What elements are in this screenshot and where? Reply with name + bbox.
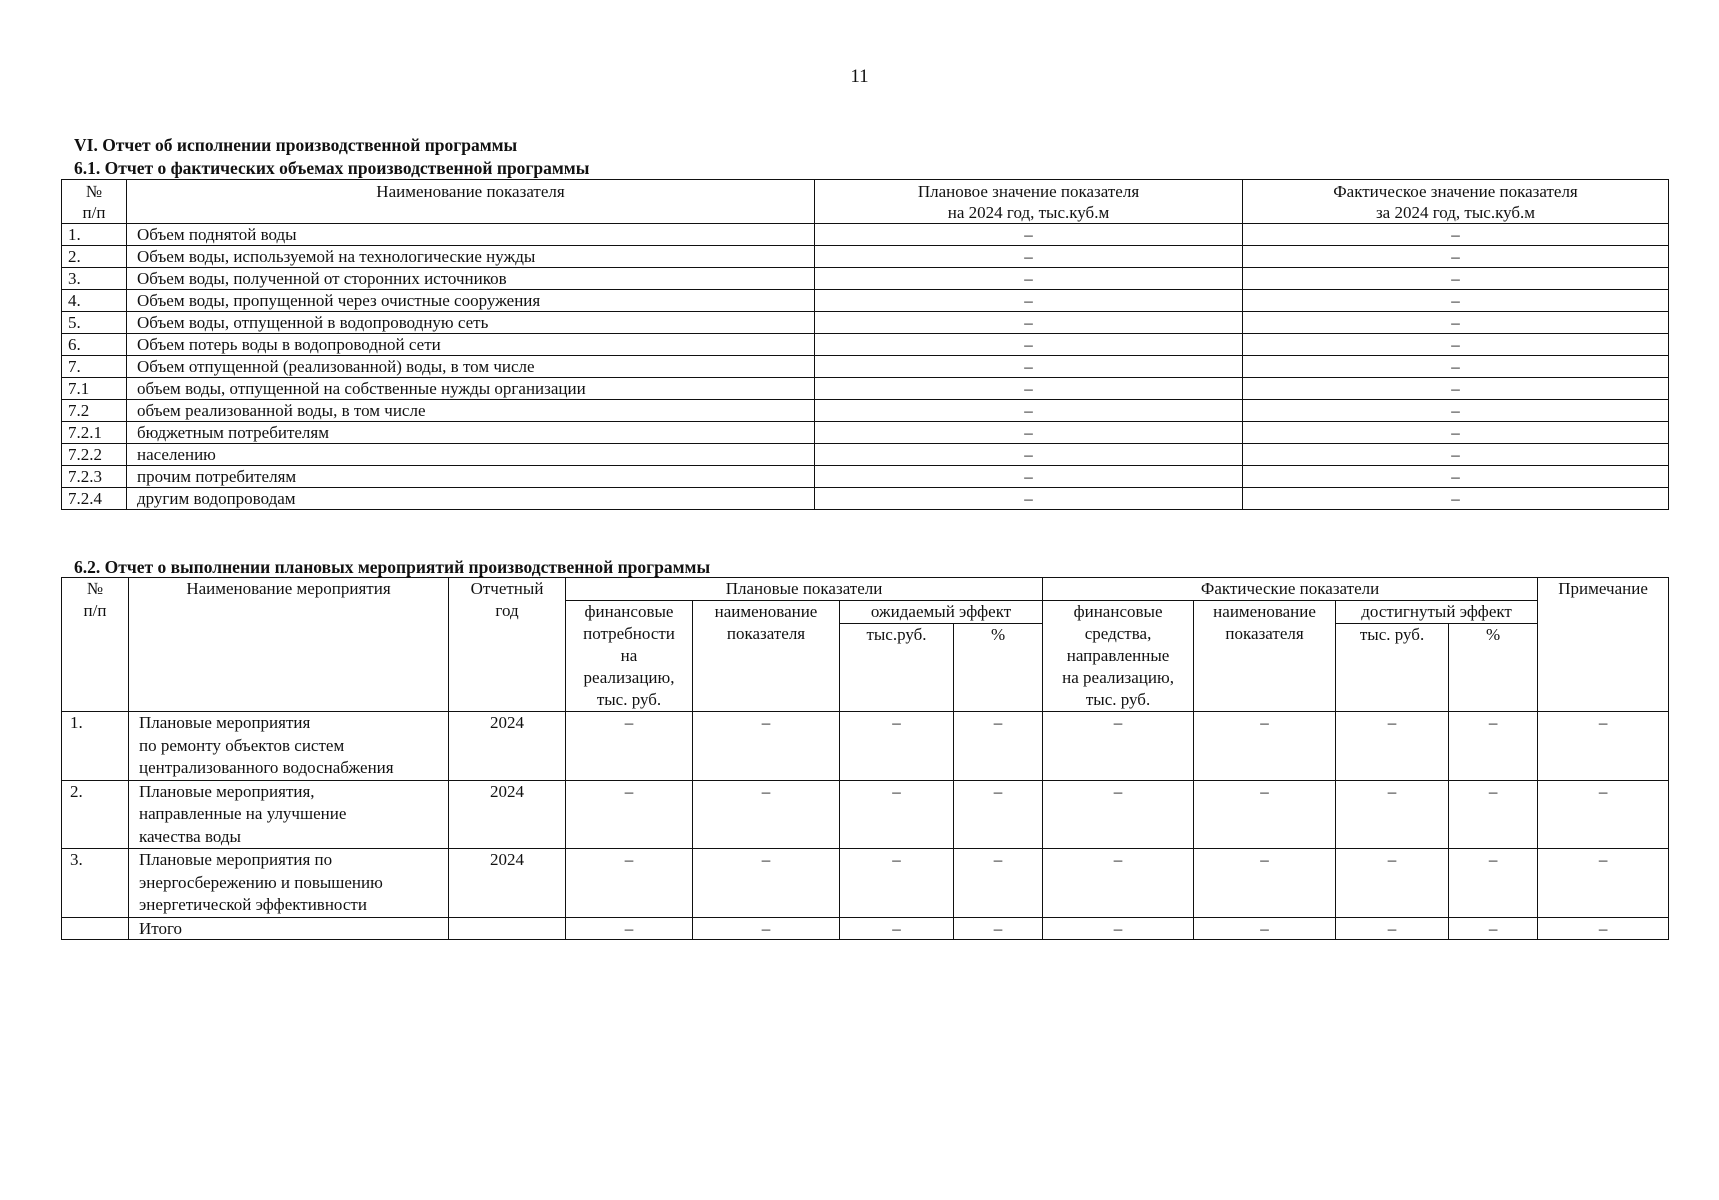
t2-header-measure-name: Наименование мероприятия: [129, 578, 449, 712]
planned-ind-line1: наименование: [714, 602, 818, 621]
row-number: 7.2.2: [62, 444, 127, 466]
actual-value: –: [1243, 246, 1669, 268]
total-expected-rub-value: –: [840, 917, 954, 939]
table1-title: 6.1. Отчет о фактических объемах производственной программы: [74, 158, 590, 178]
header-planned-line2: на 2024 год, тыс.куб.м: [947, 203, 1110, 222]
report-year: 2024: [449, 712, 566, 781]
row-number: 7.1: [62, 378, 127, 400]
table2-header-row-1: [62, 578, 1669, 601]
measure-name: [129, 849, 449, 918]
page-number: 11: [850, 66, 869, 87]
indicator-name: Объем воды, отпущенной в водопроводную сеть: [127, 312, 815, 334]
planned-fin-value: –: [566, 849, 693, 918]
row-number: 3.: [62, 268, 127, 290]
achieved-pct-value: –: [1449, 849, 1538, 918]
t2-header-note: Примечание: [1538, 578, 1669, 712]
achieved-rub-value: –: [1336, 849, 1449, 918]
header-actual-line2: за 2024 год, тыс.куб.м: [1375, 203, 1536, 222]
total-planned-fin-value: –: [566, 917, 693, 939]
header-indicator-name: Наименование показателя: [127, 180, 815, 224]
planned-ind-line2: показателя: [726, 624, 806, 643]
t2-header-expected-pct: %: [954, 624, 1043, 712]
planned-value: –: [815, 268, 1243, 290]
header-num: [62, 180, 127, 224]
measure-name-line: энергетической эффективности: [139, 895, 367, 914]
actual-value: –: [1243, 378, 1669, 400]
row-number: 7.2.1: [62, 422, 127, 444]
planned-value: –: [815, 378, 1243, 400]
actual-fin-value: –: [1043, 849, 1194, 918]
total-actual-indicator-value: –: [1194, 917, 1336, 939]
achieved-pct-value: –: [1449, 712, 1538, 781]
planned-measures-table: [61, 577, 1669, 940]
planned-value: –: [815, 466, 1243, 488]
table-row: [62, 378, 1669, 400]
total-note-value: –: [1538, 917, 1669, 939]
expected-pct-value: –: [954, 849, 1043, 918]
total-expected-pct-value: –: [954, 917, 1043, 939]
indicator-name: другим водопроводам: [127, 488, 815, 510]
indicator-name: Объем воды, пропущенной через очистные сооружения: [127, 290, 815, 312]
actual-value: –: [1243, 268, 1669, 290]
measure-name-line: Плановые мероприятия,: [139, 781, 315, 801]
actual-fin-line4: на реализацию,: [1062, 668, 1174, 687]
actual-value: –: [1243, 334, 1669, 356]
actual-indicator-value: –: [1194, 780, 1336, 849]
actual-fin-line3: направленные: [1066, 646, 1170, 665]
measure-name-line: централизованного водоснабжения: [139, 758, 394, 777]
t2-header-achieved-effect: достигнутый эффект: [1336, 601, 1538, 624]
t2-header-year: [449, 578, 566, 712]
actual-ind-line1: наименование: [1213, 602, 1316, 621]
planned-fin-line4: реализацию,: [583, 668, 675, 687]
measure-name-line: Плановые мероприятия: [139, 713, 311, 732]
total-row: [62, 917, 1669, 939]
note-value: –: [1538, 712, 1669, 781]
t2-header-expected-effect: ожидаемый эффект: [840, 601, 1043, 624]
table-row: [62, 334, 1669, 356]
table-row: [62, 268, 1669, 290]
table1-header-row: [62, 180, 1669, 224]
table-row: [62, 488, 1669, 510]
report-year: 2024: [449, 780, 566, 849]
table-row: [62, 466, 1669, 488]
planned-value: –: [815, 422, 1243, 444]
planned-fin-line1: финансовые: [584, 602, 674, 621]
total-year-empty: [449, 917, 566, 939]
actual-value: –: [1243, 290, 1669, 312]
header-num-line1: №: [85, 182, 103, 201]
achieved-rub-value: –: [1336, 712, 1449, 781]
t2-header-num: [62, 578, 129, 712]
achieved-rub-value: –: [1336, 780, 1449, 849]
t2-header-achieved-rub: тыс. руб.: [1336, 624, 1449, 712]
actual-value: –: [1243, 488, 1669, 510]
indicator-name: Объем потерь воды в водопроводной сети: [127, 334, 815, 356]
planned-fin-line2: потребности: [583, 624, 675, 643]
table2-title: 6.2. Отчет о выполнении плановых мероприятий производственной программы: [74, 557, 711, 577]
table1-body: [62, 224, 1669, 510]
expected-rub-value: –: [840, 849, 954, 918]
planned-value: –: [815, 312, 1243, 334]
actual-fin-line2: средства,: [1084, 624, 1152, 643]
total-achieved-pct-value: –: [1449, 917, 1538, 939]
table-row: [62, 356, 1669, 378]
t2-header-actual-group: Фактические показатели: [1043, 578, 1538, 601]
planned-value: –: [815, 356, 1243, 378]
header-actual-value: [1243, 180, 1669, 224]
measure-name-line: качества воды: [139, 826, 241, 846]
total-planned-indicator-value: –: [693, 917, 840, 939]
indicator-name: населению: [127, 444, 815, 466]
planned-value: –: [815, 334, 1243, 356]
actual-fin-value: –: [1043, 780, 1194, 849]
row-number: 4.: [62, 290, 127, 312]
indicator-name: Объем воды, полученной от сторонних источников: [127, 268, 815, 290]
row-number: 7.2.3: [62, 466, 127, 488]
row-number: 1.: [62, 224, 127, 246]
table-row: [62, 422, 1669, 444]
measure-name-line: по ремонту объектов систем: [139, 735, 345, 755]
t2-header-planned-fin: [566, 601, 693, 712]
planned-value: –: [815, 290, 1243, 312]
planned-fin-value: –: [566, 712, 693, 781]
t2-header-expected-rub: тыс.руб.: [840, 624, 954, 712]
expected-pct-value: –: [954, 712, 1043, 781]
planned-value: –: [815, 246, 1243, 268]
row-number: 5.: [62, 312, 127, 334]
table-row: [62, 780, 1669, 849]
total-actual-fin-value: –: [1043, 917, 1194, 939]
t2-header-achieved-pct: %: [1449, 624, 1538, 712]
header-num-line2: п/п: [82, 203, 106, 222]
table-row: [62, 400, 1669, 422]
actual-value: –: [1243, 444, 1669, 466]
t2-header-planned-group: Плановые показатели: [566, 578, 1043, 601]
indicator-name: объем воды, отпущенной на собственные нужды организации: [127, 378, 815, 400]
note-value: –: [1538, 780, 1669, 849]
measure-name-line: энергосбережению и повышению: [139, 872, 383, 892]
header-actual-line1: Фактическое значение показателя: [1333, 182, 1578, 201]
indicator-name: Объем воды, используемой на технологические нужды: [127, 246, 815, 268]
measure-name-line: Плановые мероприятия по: [139, 850, 333, 869]
row-number: 7.: [62, 356, 127, 378]
indicator-name: Объем поднятой воды: [127, 224, 815, 246]
t2-header-num-line2: п/п: [83, 601, 107, 620]
expected-pct-value: –: [954, 780, 1043, 849]
actual-value: –: [1243, 312, 1669, 334]
actual-value: –: [1243, 466, 1669, 488]
planned-value: –: [815, 488, 1243, 510]
row-number: 7.2: [62, 400, 127, 422]
planned-fin-line5: тыс. руб.: [596, 690, 662, 709]
row-number: 2.: [62, 780, 129, 849]
t2-header-year-line1: Отчетный: [470, 579, 544, 598]
indicator-name: объем реализованной воды, в том числе: [127, 400, 815, 422]
planned-fin-value: –: [566, 780, 693, 849]
actual-value: –: [1243, 224, 1669, 246]
planned-indicator-value: –: [693, 780, 840, 849]
row-number: 1.: [62, 712, 129, 781]
indicator-name: Объем отпущенной (реализованной) воды, в том числе: [127, 356, 815, 378]
table-row: [62, 312, 1669, 334]
actual-fin-line5: тыс. руб.: [1085, 690, 1151, 709]
planned-value: –: [815, 400, 1243, 422]
total-achieved-rub-value: –: [1336, 917, 1449, 939]
indicator-name: бюджетным потребителям: [127, 422, 815, 444]
indicator-name: прочим потребителям: [127, 466, 815, 488]
row-number: 7.2.4: [62, 488, 127, 510]
achieved-pct-value: –: [1449, 780, 1538, 849]
planned-fin-line3: на: [620, 646, 638, 665]
t2-header-year-line2: год: [495, 601, 519, 620]
actual-fin-line1: финансовые: [1073, 602, 1163, 621]
row-number: 3.: [62, 849, 129, 918]
expected-rub-value: –: [840, 712, 954, 781]
measure-name: [129, 712, 449, 781]
t2-header-actual-fin: [1043, 601, 1194, 712]
actual-value: –: [1243, 356, 1669, 378]
note-value: –: [1538, 849, 1669, 918]
planned-value: –: [815, 224, 1243, 246]
actual-value: –: [1243, 422, 1669, 444]
report-year: 2024: [449, 849, 566, 918]
actual-value: –: [1243, 400, 1669, 422]
actual-indicator-value: –: [1194, 849, 1336, 918]
measure-name: [129, 780, 449, 849]
table-row: [62, 290, 1669, 312]
planned-value: –: [815, 444, 1243, 466]
table-row: [62, 849, 1669, 918]
t2-header-actual-indicator: [1194, 601, 1336, 712]
table2-body: [62, 712, 1669, 940]
t2-header-num-line1: №: [86, 579, 104, 598]
row-number: 2.: [62, 246, 127, 268]
expected-rub-value: –: [840, 780, 954, 849]
actual-indicator-value: –: [1194, 712, 1336, 781]
t2-header-planned-indicator: [693, 601, 840, 712]
section-title: VI. Отчет об исполнении производственной программы: [74, 135, 518, 155]
total-label: Итого: [129, 917, 449, 939]
table-row: [62, 246, 1669, 268]
header-planned-value: [815, 180, 1243, 224]
total-num-empty: [62, 917, 129, 939]
table-row: [62, 444, 1669, 466]
measure-name-line: направленные на улучшение: [139, 804, 347, 823]
table-row: [62, 712, 1669, 781]
actual-fin-value: –: [1043, 712, 1194, 781]
row-number: 6.: [62, 334, 127, 356]
actual-volumes-table: [61, 179, 1669, 510]
planned-indicator-value: –: [693, 712, 840, 781]
table-row: [62, 224, 1669, 246]
header-planned-line1: Плановое значение показателя: [917, 182, 1140, 201]
planned-indicator-value: –: [693, 849, 840, 918]
actual-ind-line2: показателя: [1225, 624, 1304, 643]
